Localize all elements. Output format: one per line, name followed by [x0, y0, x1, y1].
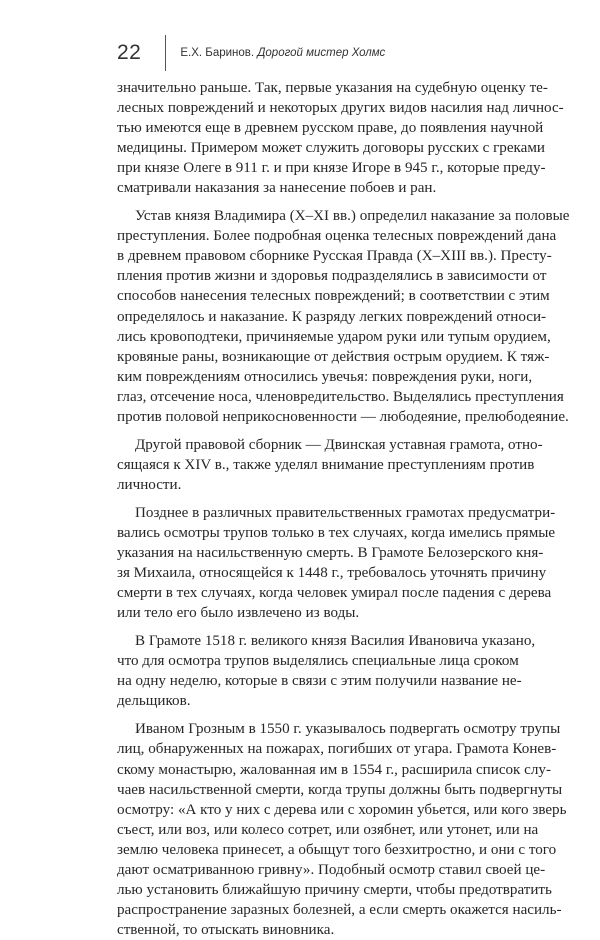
text-line: съест, или воз, или колесо сотрет, или озябнет, или утонет, или на: [117, 821, 539, 838]
text-line: определялось и наказание. К разряду легких повреждений относи-: [117, 308, 547, 325]
text-line: ственной, то отыскать виновника.: [117, 921, 335, 938]
paragraph: [117, 719, 567, 940]
text-line: что для осмотра трупов выделялись специальные лица сроком: [117, 653, 519, 670]
text-line: значительно раньше. Так, первые указания на судебную оценку те-: [117, 80, 548, 96]
header-divider: [165, 35, 166, 71]
text-line: В Грамоте 1518 г. великого князя Василия Ивановича указано,: [135, 633, 536, 650]
text-line: Другой правовой сборник — Двинская уставная грамота, отно-: [135, 436, 543, 453]
text-line: вались осмотры трупов только в тех случаях, когда имелись прямые: [117, 524, 556, 541]
paragraph: [117, 631, 536, 711]
text-line: лись кровоподтеки, причиняемые ударом руки или тупым орудием,: [117, 328, 551, 345]
text-line: зя Михаила, относящейся к 1448 г., требовалось уточнять причину: [117, 565, 547, 582]
text-line: сящаяся к XIV в., также уделял внимание преступлениям против: [117, 456, 535, 473]
author-name: Е.Х. Баринов.: [180, 47, 255, 59]
text-line: дают осматриванною гривну». Подобный осмотр ставил своей це-: [117, 861, 546, 878]
text-line: сматривали наказания за нанесение побоев и ран.: [117, 180, 437, 197]
paragraph: [117, 78, 564, 198]
text-line: дельщиков.: [117, 693, 191, 710]
running-title: [180, 47, 385, 59]
text-line: при князе Олеге в 911 г. и при князе Игоре в 945 г., которые преду-: [117, 160, 546, 177]
text-line: землю человека принесет, а обыщут того безхитростно, и они с того: [117, 841, 557, 858]
text-line: тью имеются еще в древнем русском праве, до появления научной: [117, 120, 544, 137]
paragraph: [117, 435, 543, 495]
text-line: пления против жизни и здоровья подразделялись в зависимости от: [117, 268, 547, 285]
text-line: способов нанесения телесных повреждений; в соответствии с этим: [117, 288, 550, 305]
text-line: осмотру: «А кто у них с дерева или с хоромин убьется, или кого зверь: [117, 801, 567, 818]
page-number: 22: [117, 41, 142, 64]
text-line: лесных повреждений и некоторых других видов насилия над личнос-: [117, 100, 564, 117]
text-line: лиц, обнаруженных на пожарах, погибших от угара. Грамота Конев-: [117, 741, 557, 758]
text-line: ким повреждениям относились увечья: повреждения руки, ноги,: [117, 368, 533, 385]
text-line: преступления. Более подробная оценка телесных повреждений дана: [117, 228, 557, 245]
text-line: лью установить ближайшую причину смерти, чтобы предотвратить: [117, 881, 552, 898]
text-line: глаз, отсечение носа, членовредительство. Выделялись преступления: [117, 388, 564, 405]
text-line: распространение заразных болезней, а если смерть окажется насиль-: [117, 901, 562, 918]
paragraph: [117, 206, 570, 427]
text-line: скому монастырю, жалованная им в 1554 г., расширила список слу-: [117, 761, 551, 778]
text-line: указания на насильственную смерть. В Грамоте Белозерского кня-: [117, 545, 544, 562]
text-line: Иваном Грозным в 1550 г. указывалось подвергать осмотру трупы: [135, 721, 561, 738]
text-line: Позднее в различных правительственных грамотах предусматри-: [135, 504, 556, 521]
text-line: Устав князя Владимира (X–XI вв.) определил наказание за половые: [135, 208, 570, 225]
text-line: или тело его было извлечено из воды.: [117, 605, 360, 622]
book-title: Дорогой мистер Холмс: [257, 47, 386, 59]
text-line: против половой неприкосновенности — любодеяние, прелюбодеяние.: [117, 408, 569, 425]
running-header: [117, 38, 385, 68]
text-line: смерти в тех случаях, когда человек умирал после падения с дерева: [117, 585, 552, 602]
text-line: чаев насильственной смерти, когда трупы должны быть подвергнуты: [117, 781, 563, 798]
body-text: [117, 78, 570, 940]
text-line: личности.: [117, 476, 182, 493]
text-line: кровяные раны, возникающие от действия острым орудием. К тяж-: [117, 348, 550, 365]
text-line: на одну неделю, которые в связи с этим получили название не-: [117, 673, 522, 690]
text-line: в древнем правовом сборнике Русская Правда (X–XIII вв.). Престу-: [117, 248, 552, 265]
text-line: медицины. Примером может служить договоры русских с греками: [117, 140, 545, 157]
paragraph: [117, 503, 556, 623]
